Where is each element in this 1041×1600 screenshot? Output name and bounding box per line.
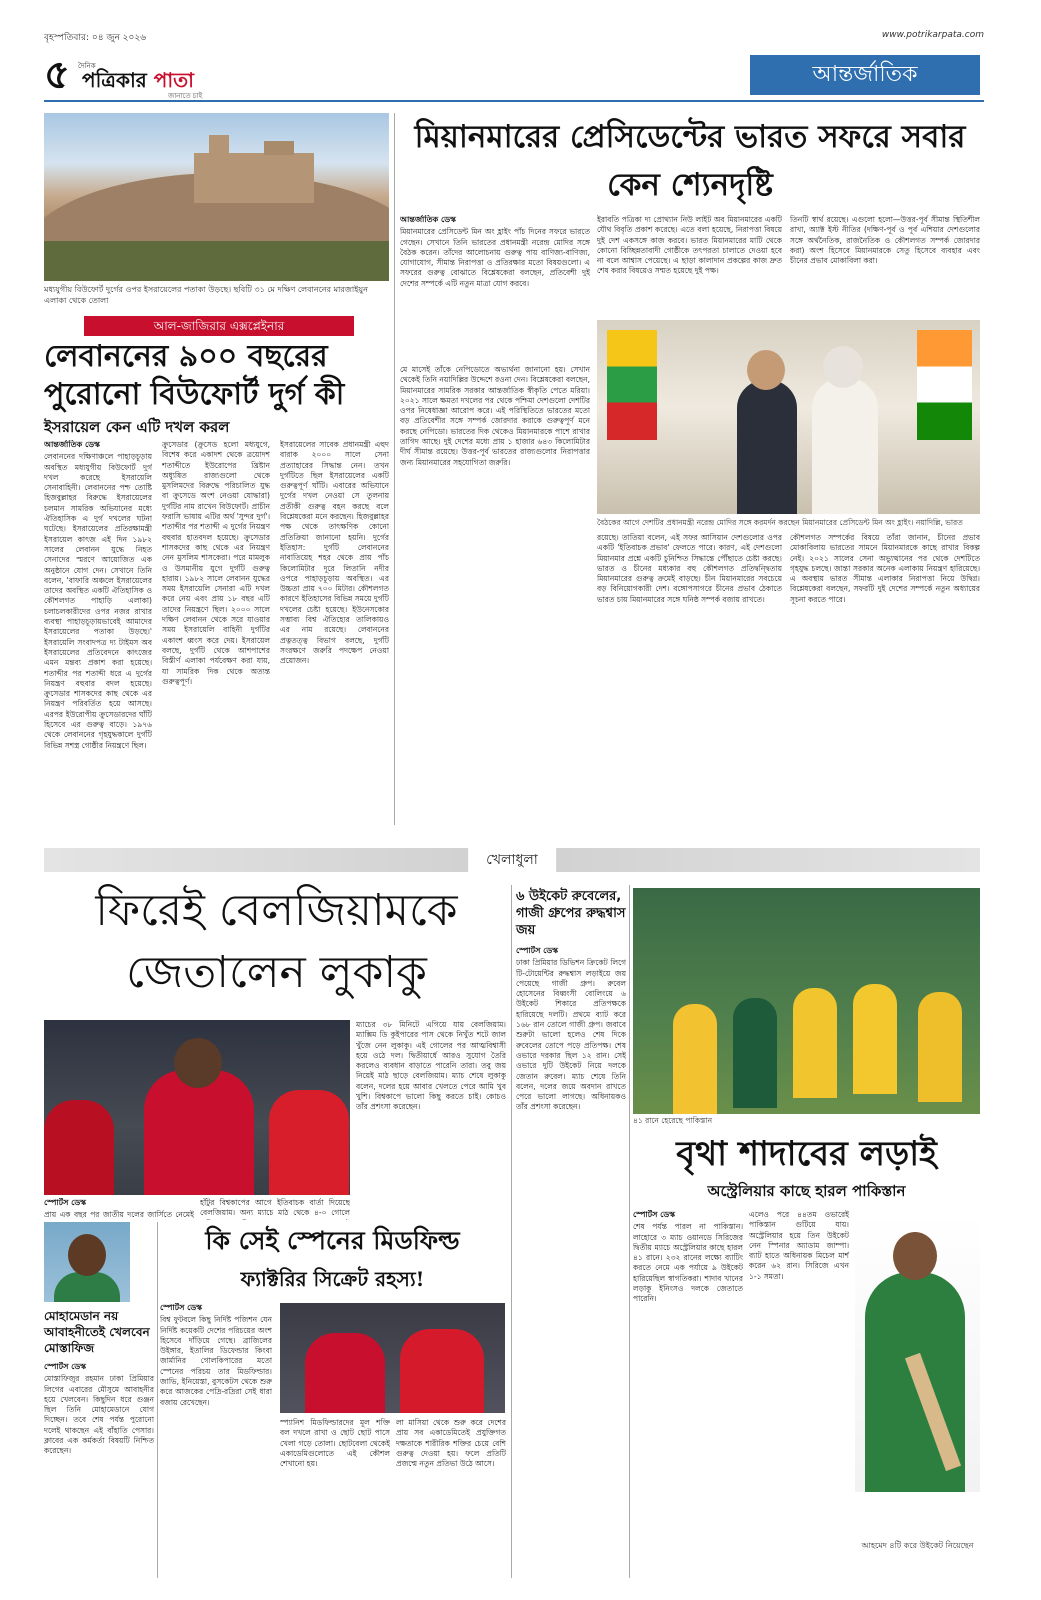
person-left-shape <box>737 380 797 514</box>
lukaku-photo <box>44 1020 350 1195</box>
lukaku-text-1: প্রায় এক বছর পর জাতীয় দলের জার্সিতে নেমেই <box>44 1210 194 1220</box>
player-head-shape <box>68 1234 106 1276</box>
myanmar-text-5: রয়েছে। তাতিয়া বলেন, এই সফর আসিয়ান দেশগুলোর ওপর একটি 'ইতিবাচক প্রভাব' ফেলতে পারে। কারণ, এই দেশগুলো মিয়ানমার প্রশ্নে একটি চুনিশ্চিত সিদ্ধান্তে পৌঁছাতে চেষ্টা করছে। ভারত ও চীনের মধ্যকার বহু কৌশলগত প্রতিদ্বন্দ্বিতায় মিয়ানমারের গুরুত্ব ক্রমেই বাড়ছে। চীন মিয়ানমারের সবচেয়ে বড় বিনিয়োগকারী দেশ। বঙ্গোপসাগরে চীনের প্রভাব ঠেকাতে ভারত চায় মিয়ানমারের সঙ্গে ঘনিষ্ঠ সম্পর্ক বজায় রাখতে। <box>597 533 782 604</box>
lebanon-text-2: ক্রুসেডার (ক্রুসেড হলো মধ্যযুগে, বিশেষ করে একাদশ থেকে ত্রয়োদশ শতাব্দীতে ইউরোপের খ্রিষ্টান অধ্যুষিত রাজ্যগুলো থেকে মুসলিমদের বিরুদ্ধে পরিচালিত যুদ্ধ বা ক্রুসেডে অংশ নেওয়া যোদ্ধারা) দুর্গটির নাম রাখেন বিউফোর্ট। প্রাচীন ফরাসি ভাষায় এটির অর্থ 'সুন্দর দুর্গ'। শতাব্দীর পর শতাব্দী এ দুর্গের নিয়ন্ত্রণ বহুবার হাতবদল হয়েছে। ক্রুসেডার শাসকদের কাছ থেকে এর নিয়ন্ত্রণ নেন মুসলিম শাসকেরা। পরে মামলুক ও উসমানীয় যুগে দুর্গটি গুরুত্ব হারায়। ১৯৮২ সালে লেবানন যুদ্ধের সময় ইসরায়েলি সেনারা এটি দখল করে নেয় এবং প্রায় ১৮ বছর এটি তাদের নিয়ন্ত্রণে ছিল। ২০০০ সালে দক্ষিণ লেবানন থেকে সরে যাওয়ার সময় ইসরায়েলি বাহিনী দুর্গটির একাংশ ধ্বংস করে দেয়। ইসরায়েল বলছে, দুর্গটি থেকে আশপাশের বিস্তীর্ণ এলাকা পর্যবেক্ষণ করা যায়, যা সামরিক দিক থেকে অত্যন্ত গুরুত্বপূর্ণ। <box>162 440 270 686</box>
myanmar-column-5 <box>597 533 782 825</box>
shadab-photo-caption: আহমেদ ৪টি করে উইকেট নিয়েছেন <box>861 1541 974 1550</box>
shadab-text-1: শেষ পর্যন্ত পারল না পাকিস্তান। লাহোরে ৩ ম্যাচ ওয়ানডে সিরিজের দ্বিতীয় ম্যাচে অস্ট্রেলিয়ার কাছে হারল ৪১ রানে। ২৩২ রানের লক্ষ্যে ব্যাটিং করতে নেমে এক পর্যায়ে ৯ উইকেট হারিয়েছিল স্বাগতিকরা। শাদাব খানের লড়াকু ইনিংসও দলকে জেতাতে পারেনি। <box>633 1222 743 1304</box>
person-left-head <box>747 350 785 390</box>
india-flag-shape <box>917 330 972 440</box>
shadab-photo <box>855 1212 980 1492</box>
mustafiz-text: মোস্তাফিজুর রহমান ঢাকা প্রিমিয়ার লিগের এবারের মৌসুমে আবাহনীর হয়ে খেলবেন। কিছুদিন ধরে গুঞ্জন ছিল তিনি মোহামেডানে যোগ দিচ্ছেন। তবে শেষ পর্যন্ত পুরোনো দলেই থাকছেন এই বাঁহাতি পেসার। ক্লাবের এক কর্মকর্তা বিষয়টি নিশ্চিত করেছেন। <box>44 1374 154 1456</box>
player-shape-right <box>400 1329 484 1413</box>
photo-grass-shape <box>44 241 389 281</box>
myanmar-text-4: মে মাসেই তাঁকে নেপিডোতে অভ্যর্থনা জানানো হয়। সেখান থেকেই তিনি নয়াদিল্লির উদ্দেশে রওনা দেন। বিশ্লেষকেরা বলছেন, মিয়ানমারের সামরিক সরকার আন্তর্জাতিক স্বীকৃতি পেতে মরিয়া। ২০২১ সালে ক্ষমতা দখলের পর থেকে পশ্চিমা দেশগুলো দেশটির ওপর নিষেধাজ্ঞা আরোপ করে। এই পরিস্থিতিতে ভারতের মতো বড় প্রতিবেশীর সঙ্গে সম্পর্ক জোরদার করাকে গুরুত্বপূর্ণ মনে করছে নেপিডো। ভারতের দিক থেকেও মিয়ানমারকে পাশে রাখার তাগিদ আছে। দুই দেশের মধ্যে প্রায় ১ হাজার ৬৪৩ কিলোমিটার দীর্ঘ সীমান্ত রয়েছে। উত্তর-পূর্ব ভারতের রাজ্যগুলোর নিরাপত্তার জন্য মিয়ানমারের সহযোগিতা জরুরি। <box>400 365 590 467</box>
shadab-column-1 <box>633 1210 743 1580</box>
shadab-subheadline: অস্ট্রেলিয়ার কাছে হারল পাকিস্তান <box>707 1182 906 1200</box>
sports-section-bar <box>44 848 980 872</box>
lukaku-text-3: ম্যাচের ৩৮ মিনিটে এগিয়ে যায় বেলজিয়াম। ম্যাক্সিম ডি কুইপারের পাস থেকে নিখুঁত শটে জাল খুঁজে নেন লুকাকু। এই গোলের পর আত্মবিশ্বাসী হয়ে ওঠে দল। দ্বিতীয়ার্ধে আরও সুযোগ তৈরি করলেও ব্যবধান বাড়াতে পারেনি তারা। তবু জয় নিয়েই মাঠ ছাড়ে বেলজিয়াম। ম্যাচ শেষে লুকাকু বলেন, দলের হয়ে আবার খেলতে পেরে আমি খুব খুশি। বিশ্বকাপে ভালো কিছু করতে চাই। কোচও তাঁর প্রশংসা করেছেন। <box>356 1020 506 1112</box>
spain-column-1 <box>160 1303 272 1578</box>
lebanon-text-3: ইসরায়েলের সাবেক প্রধানমন্ত্রী এহুদ বারাক ২০০০ সালে সেনা প্রত্যাহারের সিদ্ধান্ত নেন। তখন দুর্গটিতে ছিল ইসরায়েলের একটি গুরুত্বপূর্ণ ঘাঁটি। এবারের অভিযানে দুর্গের দখল নেওয়া সে তুলনায় প্রতীকী গুরুত্ব বহন করছে বলে বিশ্লেষকেরা মনে করছেন। হিজবুল্লাহর পক্ষ থেকে তাৎক্ষণিক কোনো প্রতিক্রিয়া জানানো হয়নি। দুর্গের ইতিহাস: দুর্গটি লেবাননের নাবাতিয়েহ শহর থেকে প্রায় পাঁচ কিলোমিটার দূরে লিতানি নদীর ওপরে পাহাড়চূড়ায় অবস্থিত। এর উচ্চতা প্রায় ৭০০ মিটার। কৌশলগত কারণে ইতিহাসের বিভিন্ন সময়ে দুর্গটি দখলের চেষ্টা হয়েছে। ইউনেসকোর সম্ভাব্য বিশ্ব ঐতিহ্যের তালিকায়ও এর নাম রয়েছে। লেবাননের প্রত্নতত্ত্ব বিভাগ বলছে, দুর্গটি সংরক্ষণে জরুরি পদক্ষেপ নেওয়া প্রয়োজন। <box>280 440 389 666</box>
myanmar-column-4 <box>400 365 590 825</box>
myanmar-flag-shape <box>607 330 657 440</box>
spain-column-3 <box>396 1418 506 1578</box>
lukaku-column-2 <box>200 1198 350 1220</box>
player-body-shape <box>54 1272 120 1302</box>
myanmar-byline: আন্তর্জাতিক ডেস্ক <box>400 215 456 224</box>
shadab-text-2: এলেও পরে ৪৪তম ওভারেই পাকিস্তান গুটিয়ে যায়। অস্ট্রেলিয়ার হয়ে তিন উইকেট নেন স্পিনার অ্যাডাম জাম্পা। ব্যাট হাতে অধিনায়ক মিচেল মার্শ করেন ৬২ রান। সিরিজে এখন ১-১ সমতা। <box>749 1210 849 1281</box>
lebanon-headline[interactable]: লেবাননের ৯০০ বছরের পুরোনো বিউফোর্ট দুর্গ কী <box>44 339 345 412</box>
player-shape <box>673 1004 717 1114</box>
sports-section-label[interactable]: খেলাধুলা <box>468 848 556 872</box>
mustafiz-photo <box>44 1222 130 1302</box>
section-tab-international[interactable]: আন্তর্জাতিক <box>750 55 980 95</box>
lebanon-column-2 <box>162 440 270 825</box>
header-rule <box>44 100 984 102</box>
spain-headline-line-1: কি সেই স্পেনের মিডফিল্ড <box>205 1226 460 1255</box>
cricket-match-photo <box>633 888 980 1114</box>
logo-name-part-b: পাতা <box>153 68 194 92</box>
spain-column-2 <box>280 1418 390 1578</box>
player-shape <box>853 984 897 1094</box>
lebanon-subheadline: ইসরায়েল কেন এটি দখল করল <box>44 418 230 436</box>
beaufort-fort-photo <box>44 113 389 281</box>
logo-small-text: দৈনিক <box>78 62 96 70</box>
shadab-column-2 <box>749 1210 849 1580</box>
column-divider <box>157 1222 158 1578</box>
person-right-shape <box>812 378 878 514</box>
spain-byline: স্পোর্টস ডেস্ক <box>160 1303 203 1312</box>
myanmar-column-3 <box>790 215 980 315</box>
logo-name-part-a: পত্রিকার <box>82 68 154 92</box>
player-shape-left <box>305 1333 385 1413</box>
player-shape <box>733 998 777 1108</box>
masthead <box>44 52 244 98</box>
person-right-head <box>823 346 863 388</box>
page-number: ৫ <box>44 51 70 98</box>
player-shape-right <box>269 1090 349 1195</box>
lukaku-column-1 <box>44 1198 194 1220</box>
photo-castle-shape <box>194 153 314 203</box>
spain-headline[interactable] <box>160 1222 505 1298</box>
website-link[interactable]: www.potrikarpata.com <box>881 30 984 40</box>
lebanon-column-1 <box>44 440 152 825</box>
lebanon-kicker: আল-জাজিরার এক্সপ্লেইনার <box>84 316 354 336</box>
myanmar-column-2 <box>597 215 782 315</box>
spain-text-2: স্প্যানিশ মিডফিল্ডারদের মূল শক্তি বল দখলে রাখা ও ছোট ছোট পাসে খেলা গড়ে তোলা। ছোটবেলা থেকেই একাডেমিগুলোতে এই কৌশল শেখানো হয়। <box>280 1418 390 1469</box>
column-divider <box>511 885 512 1578</box>
myanmar-text-1: মিয়ানমারের প্রেসিডেন্ট মিন অং হ্লাইং পাঁচ দিনের সফরে ভারতে গেছেন। সেখানে তিনি ভারতের প্রধানমন্ত্রী নরেন্দ্র মোদির সঙ্গে বৈঠক করেন। তাঁদের আলোচনায় গুরুত্ব পায় বাণিজ্য-বাণিজ্য, যোগাযোগ, সীমান্ত নিরাপত্তা ও প্রতিরক্ষার মতো বিষয়গুলো। এ সফরের গুরুত্ব বোঝাতে বিশ্লেষকেরা বলছেন, প্রতিবেশী দুই দেশের সম্পর্কে এটি নতুন মাত্রা যোগ করবে। <box>400 227 590 288</box>
shadab-headline[interactable]: বৃথা শাদাবের লড়াই <box>676 1134 937 1174</box>
shadab-byline: স্পোর্টস ডেস্ক <box>633 1210 676 1219</box>
player-head-center <box>174 1038 222 1088</box>
mustafiz-headline[interactable]: মোহামেডান নয় আবাহনীতেই খেলবেন মোস্তাফিজ <box>44 1309 150 1355</box>
newspaper-logo[interactable] <box>78 62 228 100</box>
player-shape-left <box>44 1100 114 1195</box>
mustafiz-column <box>44 1362 154 1577</box>
issue-date: বৃহস্পতিবার: ০৪ জুন ২০২৬ <box>44 33 147 43</box>
lukaku-headline[interactable]: ফিরেই বেলজিয়ামকে জেতালেন লুকাকু <box>95 885 458 998</box>
batsman-head-shape <box>893 1232 937 1280</box>
myanmar-text-2: ইরাবতি পত্রিকা দ্য প্রোথ্যান নিউ লাইট অব মিয়ানমারের একটি যৌথ বিবৃতি প্রকাশ করেছে। এতে বলা হয়েছে, নিরাপত্তা বিষয়ে দুই দেশ একসঙ্গে কাজ করবে। ভারত মিয়ানমারের মাটি থেকে কোনো বিচ্ছিন্নতাবাদী গোষ্ঠীকে তৎপরতা চালাতে দেওয়া হবে না বলে আশ্বাস পেয়েছে। এ ছাড়া কালাদান প্রকল্পের কাজ দ্রুত শেষ করার বিষয়েও সম্মত হয়েছে দুই পক্ষ। <box>597 215 782 276</box>
cricket-column <box>516 946 626 1578</box>
column-divider <box>394 113 395 825</box>
cricket-byline: স্পোর্টস ডেস্ক <box>516 946 559 955</box>
myanmar-column-6 <box>790 533 980 825</box>
player-shape-center <box>144 1070 254 1195</box>
spain-text-1: বিশ্ব ফুটবলে কিছু নির্দিষ্ট পজিশন যেন নির্দিষ্ট কয়েকটি দেশের পরিচয়ের অংশ হিসেবে দাঁড়িয়ে গেছে। ব্রাজিলের উইঙ্গার, ইতালির ডিফেন্ডার কিংবা জার্মানির গোলকিপারের মতো স্পেনের পরিচয় তার মিডফিল্ডার। জাভি, ইনিয়েস্তা, বুসকেটস থেকে শুরু করে আজকের পেদ্রি-রদ্রিরা সেই ধারা বজায় রেখেছেন। <box>160 1315 272 1407</box>
lukaku-column-3 <box>356 1020 506 1210</box>
top-info-line <box>44 30 984 44</box>
spain-text-3: লা মাসিয়া থেকে শুরু করে দেশের প্রায় সব একাডেমিতেই প্রযুক্তিগত দক্ষতাকে শারীরিক শক্তির চেয়ে বেশি গুরুত্ব দেওয়া হয়। ফলে প্রতিটি প্রজন্মে নতুন প্রতিভা উঠে আসে। <box>396 1418 506 1469</box>
myanmar-text-3: তিনটি স্বার্থ রয়েছে। এগুলো হলো—উত্তর-পূর্ব সীমান্ত স্থিতিশীল রাখা, অ্যাক্ট ইস্ট নীতির (দক্ষিণ-পূর্ব ও পূর্ব এশিয়ার দেশগুলোর সঙ্গে অর্থনৈতিক, রাজনৈতিক ও কৌশলগত সম্পর্ক জোরদার করা) অংশ হিসেবে মিয়ানমারকে সেতু হিসেবে ব্যবহার এবং চীনের প্রভাব মোকাবিলা করা। <box>790 215 980 266</box>
lebanon-text-1: লেবাননের দক্ষিণাঞ্চলে পাহাড়চূড়ায় অবস্থিত মধ্যযুগীয় বিউফোর্ট দুর্গ দখল করেছে ইসরায়েলি সেনাবাহিনী। লেবাননের পশ্চ তোষ্টি হিজবুল্লাহর বিরুদ্ধে ইসরায়েলের চলমান সামরিক অভিযানের মধ্যে ঐতিহাসিক এ দুর্গ দখলের ঘটনা ঘটেছে। ইসরায়েলের প্রতিরক্ষামন্ত্রী ইসরায়েল কাৎজ এই দিন ১৯৮২ সালের লেবানন যুদ্ধে নিহত সেনাদের স্মরণে আয়োজিত এক অনুষ্ঠানে যোগ দেন। সেখানে তিনি বলেন, 'বাফারি অঞ্চলে ইসরায়েলের তাদের অবস্থিত একটি ঐতিহাসিক ও কৌশলগত পাহাড়ি এলাকা) চলাচলকারীদের ওপর নজর রাখার ব্যবস্থা পাহাড়চূড়ায়ভাবেই আমাদের ইসরায়েলের পতাকা উড়ছে।' ইসরায়েলি সংবাদপত্র দ্য টাইমস অব ইসরায়েলের প্রতিবেদনে কাৎজের এমন মন্তব্য প্রকাশ করা হয়েছে। শতাব্দীর পর শতাব্দী ধরে এ দুর্গের নিয়ন্ত্রণ বহুবার বদল হয়েছে। ক্রুসেডার শাসকদের কাছ থেকে এর নিয়ন্ত্রণ পরিবর্তিত হয়ে আসছে। এরপর ইউরোপীয় ক্রুসেডারদের ঘাঁটি হিসেবে এর গুরুত্ব বাড়ে। ১৯৭৬ থেকে লেবাননের গৃহযুদ্ধকালে দুর্গটি বিভিন্ন সশস্ত্র গোষ্ঠীর নিয়ন্ত্রণে ছিল। <box>44 452 152 750</box>
lukaku-text-2: হাঁটুর বিশ্বকাপের আগে ইতিবাচক বার্তা দিয়েছে বেলজিয়াম। অন্য ম্যাচে মাঠ থেকে ৪-০ গোলে <box>200 1198 350 1218</box>
player-shape <box>918 992 962 1102</box>
cricket-photo-caption: ৪১ রানে হেরেছে পাকিস্তান <box>633 1116 713 1125</box>
spain-players-photo <box>280 1303 505 1413</box>
leaders-photo-caption: বৈঠকের আগে দেশটির প্রধানমন্ত্রী নরেন্দ্র মোদির সঙ্গে করমর্দন করছেন মিয়ানমারের প্রেসিডেন্ট মিন অং হ্লাইং। নয়াদিল্লি, ভারত <box>597 518 963 527</box>
cricket-headline[interactable]: ৬ উইকেট রুবেলের, গাজী গ্রুপের রুদ্ধশ্বাস জয় <box>516 889 626 938</box>
leaders-handshake-photo <box>597 320 980 514</box>
fort-photo-caption: মধ্যযুগীয় বিউফোর্ট দুর্গের ওপর ইসরায়েলের পতাকা উড়ছে। ছবিটি ৩১ মে দক্ষিণ লেবাননের মারজাইয়ুন এলাকা থেকে তোলা <box>44 285 368 305</box>
cricket-text: ঢাকা প্রিমিয়ার ডিভিশন ক্রিকেট লিগে টি-টোয়েন্টির রুদ্ধশ্বাস লড়াইয়ে জয় পেয়েছে গাজী গ্রুপ। রুবেল হোসেনের বিধ্বংসী বোলিংয়ে ৬ উইকেট শিকারে প্রতিপক্ষকে হারিয়েছে দলটি। প্রথমে ব্যাট করে ১৬৮ রান তোলে গাজী গ্রুপ। জবাবে শুরুটা ভালো হলেও শেষ দিকে রুবেলের তোপে পড়ে প্রতিপক্ষ। শেষ ওভারে দরকার ছিল ১২ রান। সেই ওভারে দুটি উইকেট নিয়ে দলকে জেতান রুবেল। ম্যাচ শেষে তিনি বলেন, দলের জয়ে অবদান রাখতে পেরে ভালো লাগছে। অধিনায়কও তাঁর প্রশংসা করেছেন। <box>516 958 626 1112</box>
lukaku-byline: স্পোর্টস ডেস্ক <box>44 1198 87 1207</box>
player-shape <box>793 988 837 1098</box>
myanmar-text-6: কৌশলগত সম্পর্কের বিষয়ে তাঁরা জানান, চীনের প্রভাব মোকাবিলায় ভারতের সামনে মিয়ানমারকে কাছে রাখার বিকল্প নেই। ২০২১ সালের সেনা অভ্যুত্থানের পর থেকে দেশটিতে গৃহযুদ্ধ চলছে। জান্তা সরকার অনেক এলাকায় নিয়ন্ত্রণ হারিয়েছে। এ অবস্থায় ভারত সীমান্ত এলাকার নিরাপত্তা নিয়ে উদ্বিগ্ন। বিশ্লেষকেরা বলছেন, সফরটি দুই দেশের সম্পর্কে নতুন অধ্যায়ের সূচনা করতে পারে। <box>790 533 980 604</box>
myanmar-headline[interactable]: মিয়ানমারের প্রেসিডেন্টের ভারত সফরে সবার কেন শ্যেনদৃষ্টি <box>414 119 966 203</box>
mustafiz-byline: স্পোর্টস ডেস্ক <box>44 1362 87 1371</box>
spain-headline-line-2: ফ্যাক্টরির সিক্রেট রহস্য! <box>240 1267 425 1291</box>
myanmar-column-1 <box>400 215 590 360</box>
lebanon-byline: আন্তর্জাতিক ডেস্ক <box>44 440 100 449</box>
column-divider <box>629 885 630 1578</box>
lebanon-column-3 <box>280 440 389 825</box>
logo-tagline: জানাতে চাই <box>168 92 203 100</box>
